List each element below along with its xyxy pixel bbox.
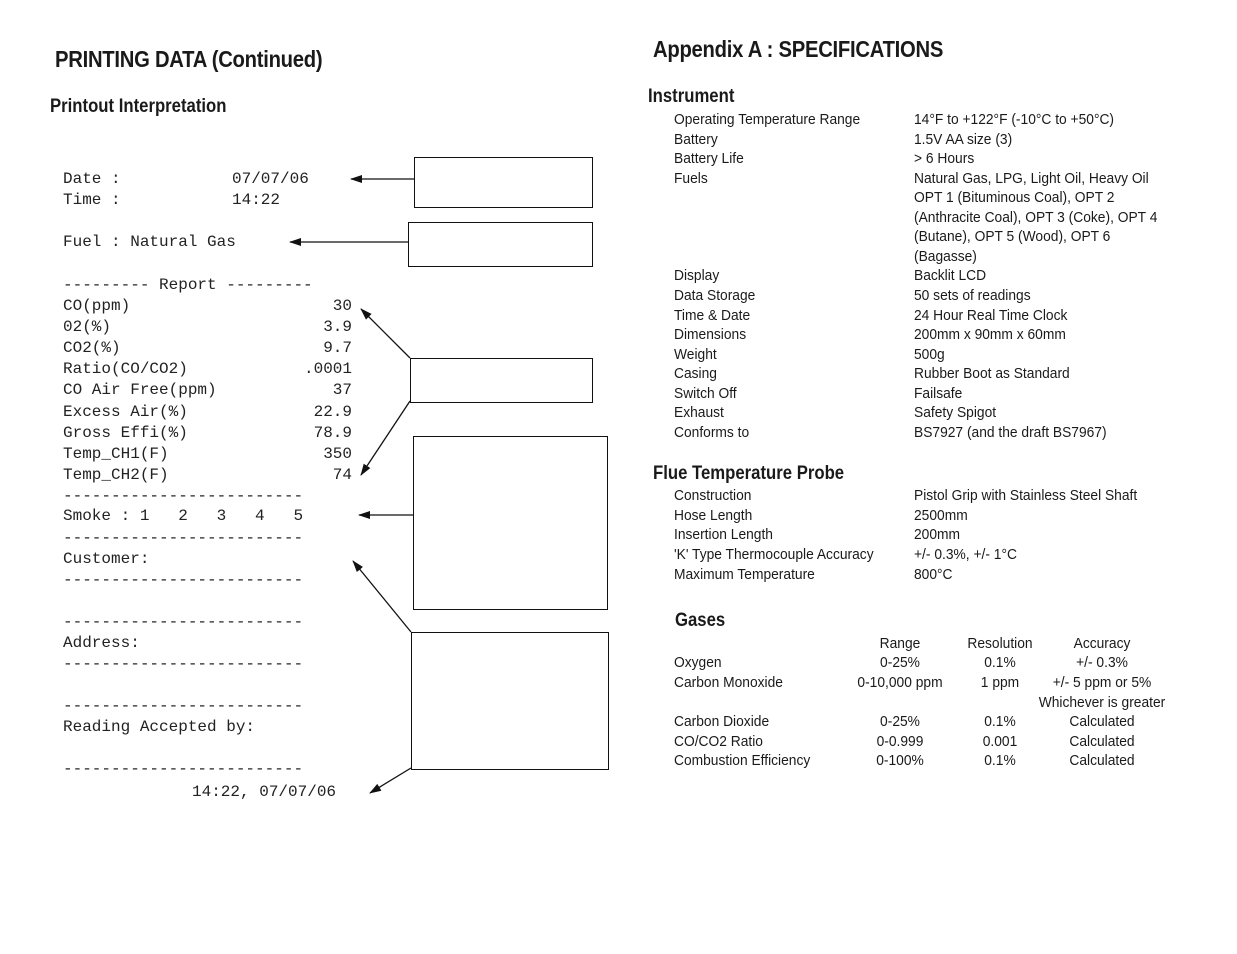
spec-label: Switch Off <box>674 384 737 402</box>
printout-date-value: 07/07/06 <box>232 170 309 188</box>
printout-reading-label: CO(ppm) <box>63 297 131 315</box>
spec-value: (Bagasse) <box>914 247 977 265</box>
spec-value: Failsafe <box>914 384 963 402</box>
gas-accuracy: Calculated <box>1069 713 1135 730</box>
spec-label: Hose Length <box>674 506 753 524</box>
spec-value: 200mm x 90mm x 60mm <box>914 326 1066 344</box>
spec-value: Safety Spigot <box>914 404 997 422</box>
section-title-printout: Printout Interpretation <box>50 96 227 117</box>
gas-accuracy: Calculated <box>1069 752 1135 769</box>
printout-customer: Customer: <box>63 550 150 568</box>
section-title-instrument: Instrument <box>648 86 735 107</box>
printout-accepted: Reading Accepted by: <box>63 718 256 736</box>
printout-fuel: Fuel : Natural Gas <box>63 233 236 251</box>
printout-address: Address: <box>63 634 140 652</box>
printout-smoke: Smoke : 1 2 3 4 5 <box>63 507 304 525</box>
spec-value: Pistol Grip with Stainless Steel Shaft <box>914 487 1138 504</box>
printout-reading-label: 02(%) <box>63 318 112 337</box>
printout-dash-line: ------------------------- <box>63 529 304 547</box>
printout-footer: 14:22, 07/07/06 <box>192 783 337 801</box>
spec-value: OPT 1 (Bituminous Coal), OPT 2 <box>914 189 1115 207</box>
spec-label: Insertion Length <box>674 526 773 544</box>
spec-label: Operating Temperature Range <box>674 111 861 128</box>
gas-accuracy-note: Whichever is greater <box>1038 693 1166 711</box>
spec-label: Maximum Temperature <box>674 565 815 583</box>
gas-range: 0-10,000 ppm <box>857 674 943 691</box>
arrow-report-bottom <box>361 401 410 475</box>
printout-reading-value: 3.9 <box>323 318 352 337</box>
printout-reading-label: Gross Effi(%) <box>63 423 188 442</box>
printout-time-label: Time : <box>63 191 121 209</box>
spec-value: Natural Gas, LPG, Light Oil, Heavy Oil <box>914 169 1149 187</box>
spec-label: Weight <box>674 345 717 363</box>
gas-resolution: 1 ppm <box>980 674 1020 691</box>
spec-label: Casing <box>674 365 717 383</box>
printout-reading-value: 37 <box>332 381 352 400</box>
printout-reading-label: CO Air Free(ppm) <box>63 381 217 400</box>
arrow-report-top <box>361 309 410 358</box>
spec-label: Display <box>674 267 720 285</box>
page-title-right: Appendix A : SPECIFICATIONS <box>653 36 944 62</box>
spec-label: Conforms to <box>674 423 750 441</box>
gas-name: Carbon Dioxide <box>674 713 770 730</box>
gases-column-header: Resolution <box>967 635 1033 652</box>
spec-label: Fuels <box>674 169 708 187</box>
gas-range: 0-100% <box>876 752 924 769</box>
spec-label: Dimensions <box>674 326 747 344</box>
spec-label: Time & Date <box>674 306 751 324</box>
gas-name: Carbon Monoxide <box>674 674 783 691</box>
printout-dash-line: ------------------------- <box>63 655 304 673</box>
gases-column-header: Range <box>879 635 921 652</box>
printout-dash-line: ------------------------- <box>63 760 304 778</box>
spec-value: 2500mm <box>914 506 968 524</box>
gas-range: 0-25% <box>880 713 920 730</box>
gas-name: CO/CO2 Ratio <box>674 733 763 750</box>
printout-reading-label: CO2(%) <box>63 339 121 358</box>
spec-value: (Anthracite Coal), OPT 3 (Coke), OPT 4 <box>914 208 1158 226</box>
gas-resolution: 0.1% <box>984 713 1016 730</box>
page-title-left: PRINTING DATA (Continued) <box>55 46 323 72</box>
spec-value: BS7927 (and the draft BS7967) <box>914 423 1107 441</box>
printout-dash-line: ------------------------- <box>63 697 304 715</box>
spec-value: Backlit LCD <box>914 267 987 285</box>
spec-value: +/- 0.3%, +/- 1°C <box>914 546 1017 564</box>
spec-value: 14°F to +122°F (-10°C to +50°C) <box>914 111 1115 128</box>
printout-reading-value: 74 <box>332 465 352 484</box>
printout-reading-value: .0001 <box>303 360 352 379</box>
spec-value: 800°C <box>914 565 953 583</box>
printout-reading-label: Temp_CH1(F) <box>63 444 169 463</box>
gas-resolution: 0.001 <box>982 733 1018 750</box>
gas-accuracy: +/- 0.3% <box>1076 654 1128 671</box>
printout-date-label: Date : <box>63 170 121 188</box>
printout-time-value: 14:22 <box>232 191 281 209</box>
spec-label: Battery <box>674 130 718 148</box>
spec-value: 1.5V AA size (3) <box>914 130 1013 148</box>
gases-column-header: Accuracy <box>1073 635 1131 652</box>
gas-range: 0-0.999 <box>876 733 924 750</box>
printout-reading-label: Ratio(CO/CO2) <box>63 360 188 379</box>
arrow-customer <box>353 561 411 632</box>
gas-range: 0-25% <box>880 654 920 671</box>
gas-resolution: 0.1% <box>984 752 1016 769</box>
spec-value: 500g <box>914 345 945 363</box>
printout-reading-value: 9.7 <box>323 339 352 358</box>
spec-label: 'K' Type Thermocouple Accuracy <box>674 546 874 564</box>
spec-value: 50 sets of readings <box>914 286 1031 304</box>
gas-name: Oxygen <box>674 654 722 671</box>
spec-value: (Butane), OPT 5 (Wood), OPT 6 <box>914 228 1111 246</box>
printout-dash-line: ------------------------- <box>63 613 304 631</box>
section-title-gases: Gases <box>675 610 726 631</box>
section-title-flue: Flue Temperature Probe <box>653 463 845 484</box>
arrow-footer <box>370 768 411 793</box>
spec-label: Exhaust <box>674 404 724 422</box>
printout-reading-value: 350 <box>323 444 352 463</box>
printout-report-header: --------- Report --------- <box>63 276 313 294</box>
printout-reading-value: 78.9 <box>313 423 352 442</box>
gas-resolution: 0.1% <box>984 654 1016 671</box>
printout-reading-label: Excess Air(%) <box>63 402 188 421</box>
printout-reading-value: 30 <box>332 297 352 315</box>
printout-reading-value: 22.9 <box>313 402 352 421</box>
spec-label: Construction <box>674 487 752 504</box>
gas-accuracy: Calculated <box>1069 733 1135 750</box>
spec-value: 200mm <box>914 526 961 544</box>
spec-value: 24 Hour Real Time Clock <box>914 306 1068 324</box>
printout-dash-line: ------------------------- <box>63 571 304 589</box>
printout-dash-line: ------------------------- <box>63 487 304 505</box>
spec-label: Data Storage <box>674 286 756 304</box>
gas-accuracy: +/- 5 ppm or 5% <box>1052 674 1152 691</box>
spec-label: Battery Life <box>674 150 744 168</box>
spec-value: Rubber Boot as Standard <box>914 365 1070 383</box>
spec-value: > 6 Hours <box>914 150 975 168</box>
gas-name: Combustion Efficiency <box>674 752 811 769</box>
printout-reading-label: Temp_CH2(F) <box>63 465 169 484</box>
